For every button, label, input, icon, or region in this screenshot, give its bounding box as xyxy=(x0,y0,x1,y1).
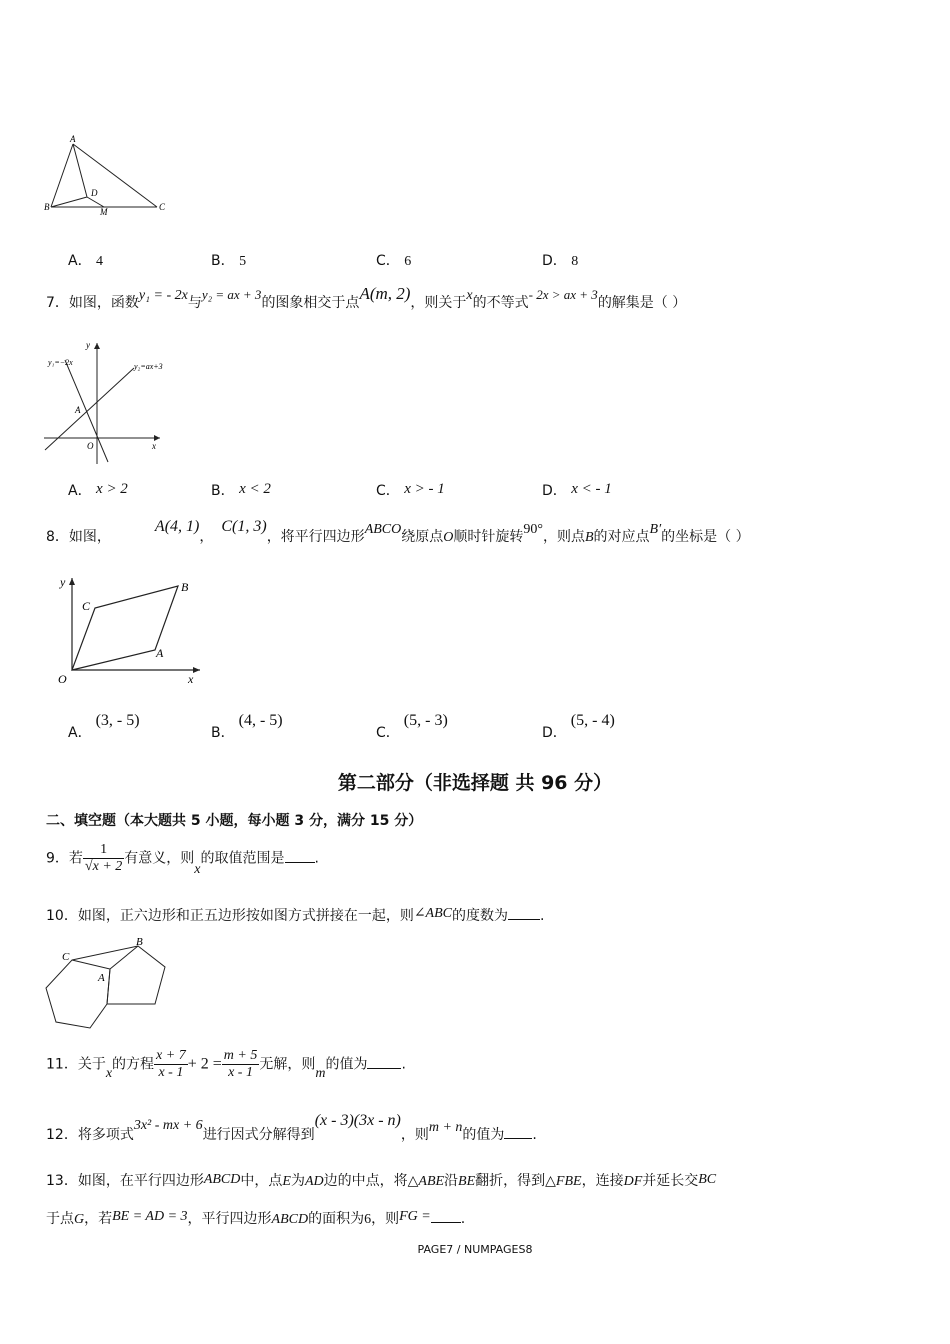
label-B: B xyxy=(44,202,50,212)
q8-stem: 8．如图，A(4, 1)，C(1, 3)，将平行四边形ABCO绕原点O顺时针旋转90°，则点B的对应点B′的坐标是（ ） xyxy=(46,518,750,545)
label-D: D xyxy=(91,188,98,198)
q9-answer-blank[interactable] xyxy=(285,850,315,863)
q10-answer-blank[interactable] xyxy=(508,907,540,920)
q7-option-d: D． x < - 1 xyxy=(542,481,612,499)
label-line-y2: y₂=ax+3 xyxy=(134,362,163,371)
q10-polygon-figure xyxy=(40,930,180,1034)
label-A: A xyxy=(75,405,81,415)
label-x: x xyxy=(152,441,156,451)
label-A: A xyxy=(156,646,164,660)
q8-option-a: A．(3, - 5) xyxy=(68,712,140,741)
q13-stem-line1: 13．如图，在平行四边形ABCD中，点E为AD边的中点，将△ABE沿BE翻折，得到△FBE，连接DF并延长交BC xyxy=(46,1172,717,1189)
label-M: M xyxy=(100,207,108,217)
q13-stem-line2: 于点G，若BE = AD = 3，平行四边形ABCD的面积为6，则FG = . xyxy=(46,1209,466,1227)
q6-option-d: D． 8 xyxy=(542,253,579,269)
q11-stem: 11．关于x的方程 $\frac{x + 7}{x - 1}$ + 2 = $\frac{m + 5}{x - 1}$ 无解，则m的值为 . xyxy=(46,1048,406,1081)
q9-stem: 9．若 $\frac{1}{√x + 2}$ 有意义，则x的取值范围是 . xyxy=(46,842,319,877)
label-B: B xyxy=(181,580,189,594)
label-C: C xyxy=(159,202,166,212)
q7-graph-figure xyxy=(40,338,180,466)
q7-option-a: A． x > 2 xyxy=(68,481,128,499)
page-footer: PAGE7 / NUMPAGES8 xyxy=(417,1243,533,1256)
q7-option-c: C． x > - 1 xyxy=(376,481,445,499)
q11-answer-blank[interactable] xyxy=(367,1056,401,1069)
label-y: y xyxy=(86,340,90,350)
label-A: A xyxy=(98,972,105,984)
q12-stem: 12．将多项式3x² - mx + 6进行因式分解得到(x - 3)(3x - n)，则m + n的值为 . xyxy=(46,1112,537,1143)
label-line-y1: y₁=−2x xyxy=(48,358,73,367)
part-two-title: 第二部分（非选择题 共 96 分） xyxy=(337,772,613,794)
q11-fraction-left: $\frac{x + 7}{x - 1}$ xyxy=(156,1048,186,1080)
label-y: y xyxy=(60,575,66,589)
label-O: O xyxy=(87,441,94,451)
q7-option-b: B． x < 2 xyxy=(211,481,271,499)
label-B: B xyxy=(136,936,143,948)
q8-parallelogram-figure xyxy=(50,572,210,688)
label-A: A xyxy=(70,134,76,144)
q8-option-b: B．(4, - 5) xyxy=(211,712,283,741)
section-heading: 二、填空题（本大题共 5 小题，每小题 3 分，满分 15 分） xyxy=(46,813,423,829)
label-C: C xyxy=(62,951,70,963)
q6-option-b: B． 5 xyxy=(211,253,247,269)
label-x: x xyxy=(188,672,194,686)
label-C: C xyxy=(82,599,91,613)
q13-answer-blank[interactable] xyxy=(431,1210,461,1223)
q8-option-c: C．(5, - 3) xyxy=(376,712,448,741)
q6-option-a: A． 4 xyxy=(68,253,104,269)
q10-stem: 10．如图，正六边形和正五边形按如图方式拼接在一起，则∠ABC的度数为 . xyxy=(46,906,545,924)
q12-answer-blank[interactable] xyxy=(504,1126,532,1139)
q6-option-c: C． 6 xyxy=(376,253,412,269)
q9-fraction: $\frac{1}{√x + 2}$ xyxy=(84,842,123,874)
q6-triangle-figure xyxy=(40,132,180,222)
label-O: O xyxy=(58,672,67,686)
q8-option-d: D．(5, - 4) xyxy=(542,712,615,741)
q7-stem: 7．如图，函数y₁ = - 2x与y₂ = ax + 3的图象相交于点A(m, 2)，则关于x的不等式- 2x > ax + 3的解集是（ ） xyxy=(46,284,687,311)
q11-fraction-right: $\frac{m + 5}{x - 1}$ xyxy=(223,1048,258,1080)
